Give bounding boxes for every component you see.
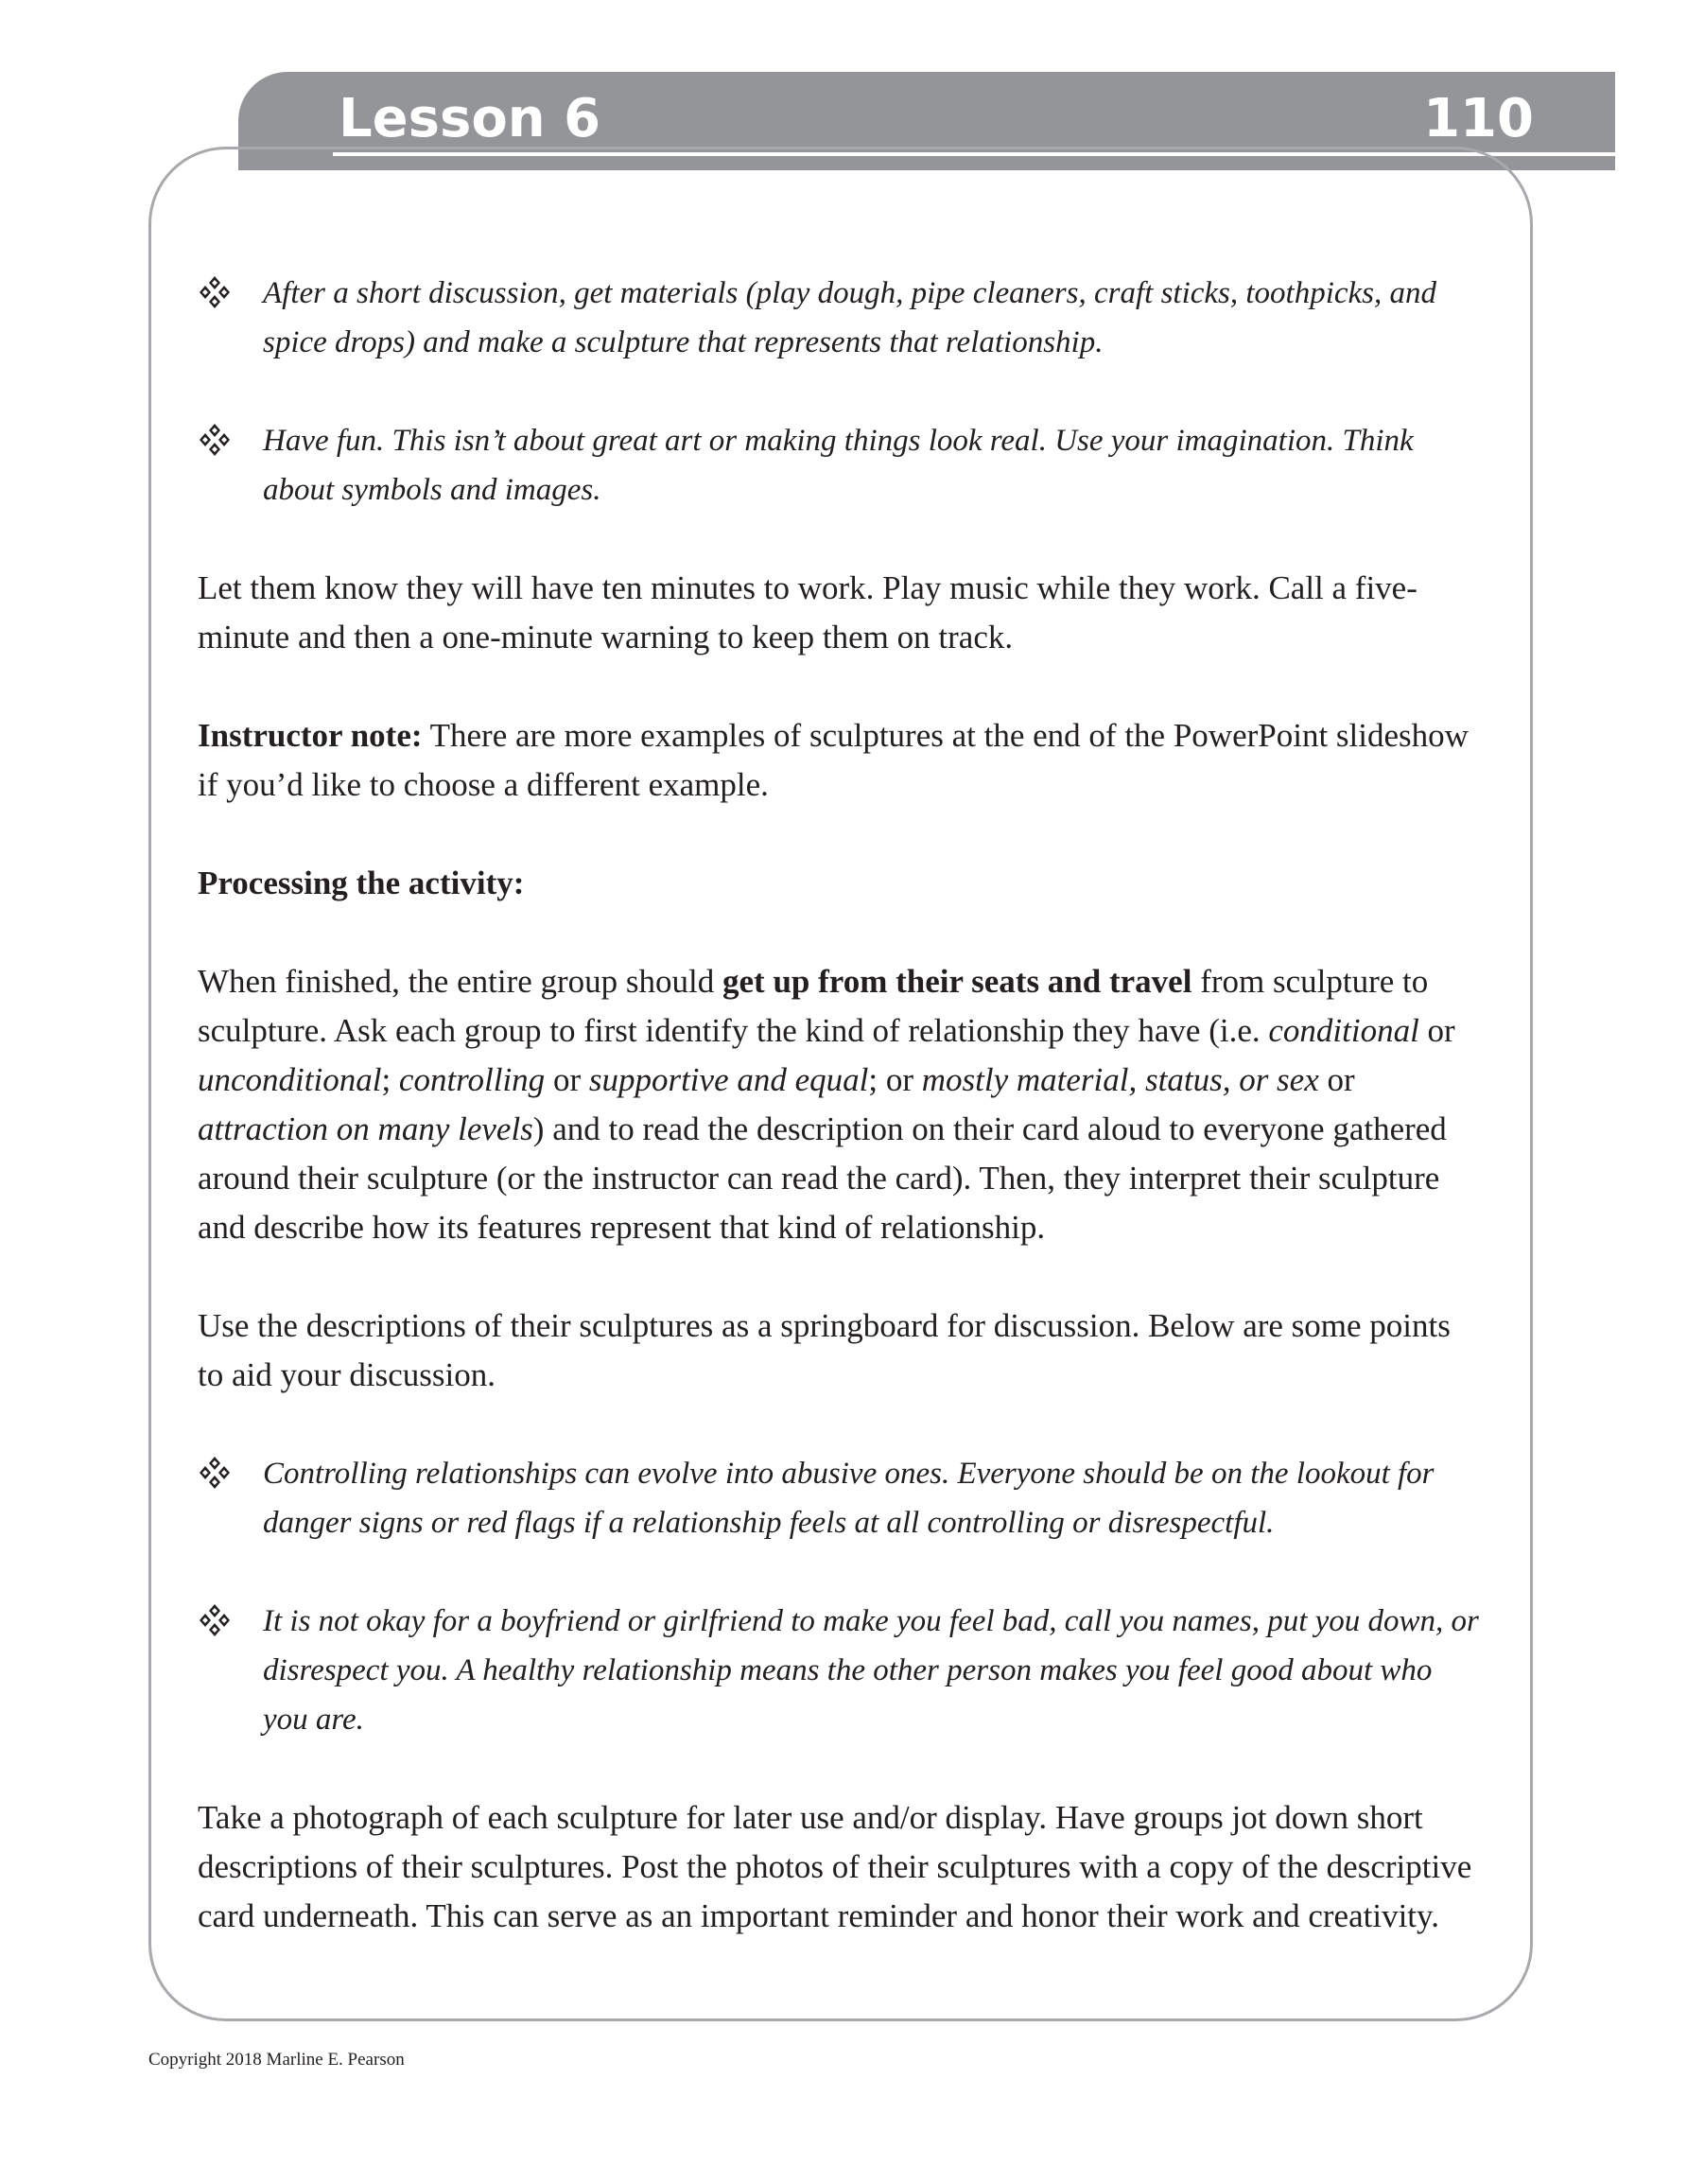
bullet-item xyxy=(198,269,1484,367)
processing-heading: Processing the activity: xyxy=(198,865,525,901)
bullet-text: It is not okay for a boyfriend or girlfriend to make you feel bad, call you names, put you down, or disrespect you. A healthy relationship means the other person makes you feel good about who you are. xyxy=(263,1604,1479,1737)
bullet-text: Have fun. This isn’t about great art or making things look real. Use your imagination. Think about symbols and images. xyxy=(263,424,1414,507)
four-diamond-bullet-icon xyxy=(198,1603,232,1637)
copyright-footer: Copyright 2018 Marline E. Pearson xyxy=(148,2050,405,2070)
four-diamond-bullet-icon xyxy=(198,423,232,457)
bullet-text: After a short discussion, get materials (play dough, pipe cleaners, craft sticks, toothpicks, and spice drops) and make a sculpture that represents that relationship. xyxy=(263,276,1437,359)
bullet-item xyxy=(198,1449,1484,1547)
page-number: 110 xyxy=(1423,88,1534,149)
four-diamond-bullet-icon xyxy=(198,1456,232,1490)
bullet-item xyxy=(198,1597,1484,1744)
bullet-text: Controlling relationships can evolve into abusive ones. Everyone should be on the lookout for danger signs or red flags if a relationship feels at all controlling or disrespectful. xyxy=(263,1457,1435,1540)
instructor-note-label: Instructor note: xyxy=(198,717,423,754)
processing-paragraph: When finished, the entire group should get up from their seats and travel from sculpture to sculpture. Ask each group to first identify the kind of relationship they have (i.e. conditional or unconditional; controlling or supportive and equal; or mostly material, status, or sex or attraction on many levels) and to read the description on their card aloud to everyone gathered around their sculpture (or the instructor can read the card). Then, they interpret their sculpture and describe how its features represent that kind of relationship. xyxy=(198,963,1455,1246)
instructor-note xyxy=(198,711,1484,810)
bullet-item xyxy=(198,416,1484,515)
paragraph-time: Let them know they will have ten minutes to work. Play music while they work. Call a five-minute and then a one-minute warning to keep them on track. xyxy=(198,569,1417,655)
lesson-title: Lesson 6 xyxy=(339,88,601,149)
page-content xyxy=(198,269,1484,1941)
paragraph-photo: Take a photograph of each sculpture for later use and/or display. Have groups jot down short descriptions of their sculptures. Post the photos of their sculptures with a copy of the descriptive card underneath. This can serve as an important reminder and honor their work and creativity. xyxy=(198,1799,1472,1934)
four-diamond-bullet-icon xyxy=(198,275,232,309)
instructor-note-text: There are more examples of sculptures at the end of the PowerPoint slideshow if you’d like to choose a different example. xyxy=(198,717,1469,803)
paragraph-discussion: Use the descriptions of their sculptures as a springboard for discussion. Below are some points to aid your discussion. xyxy=(198,1307,1451,1393)
